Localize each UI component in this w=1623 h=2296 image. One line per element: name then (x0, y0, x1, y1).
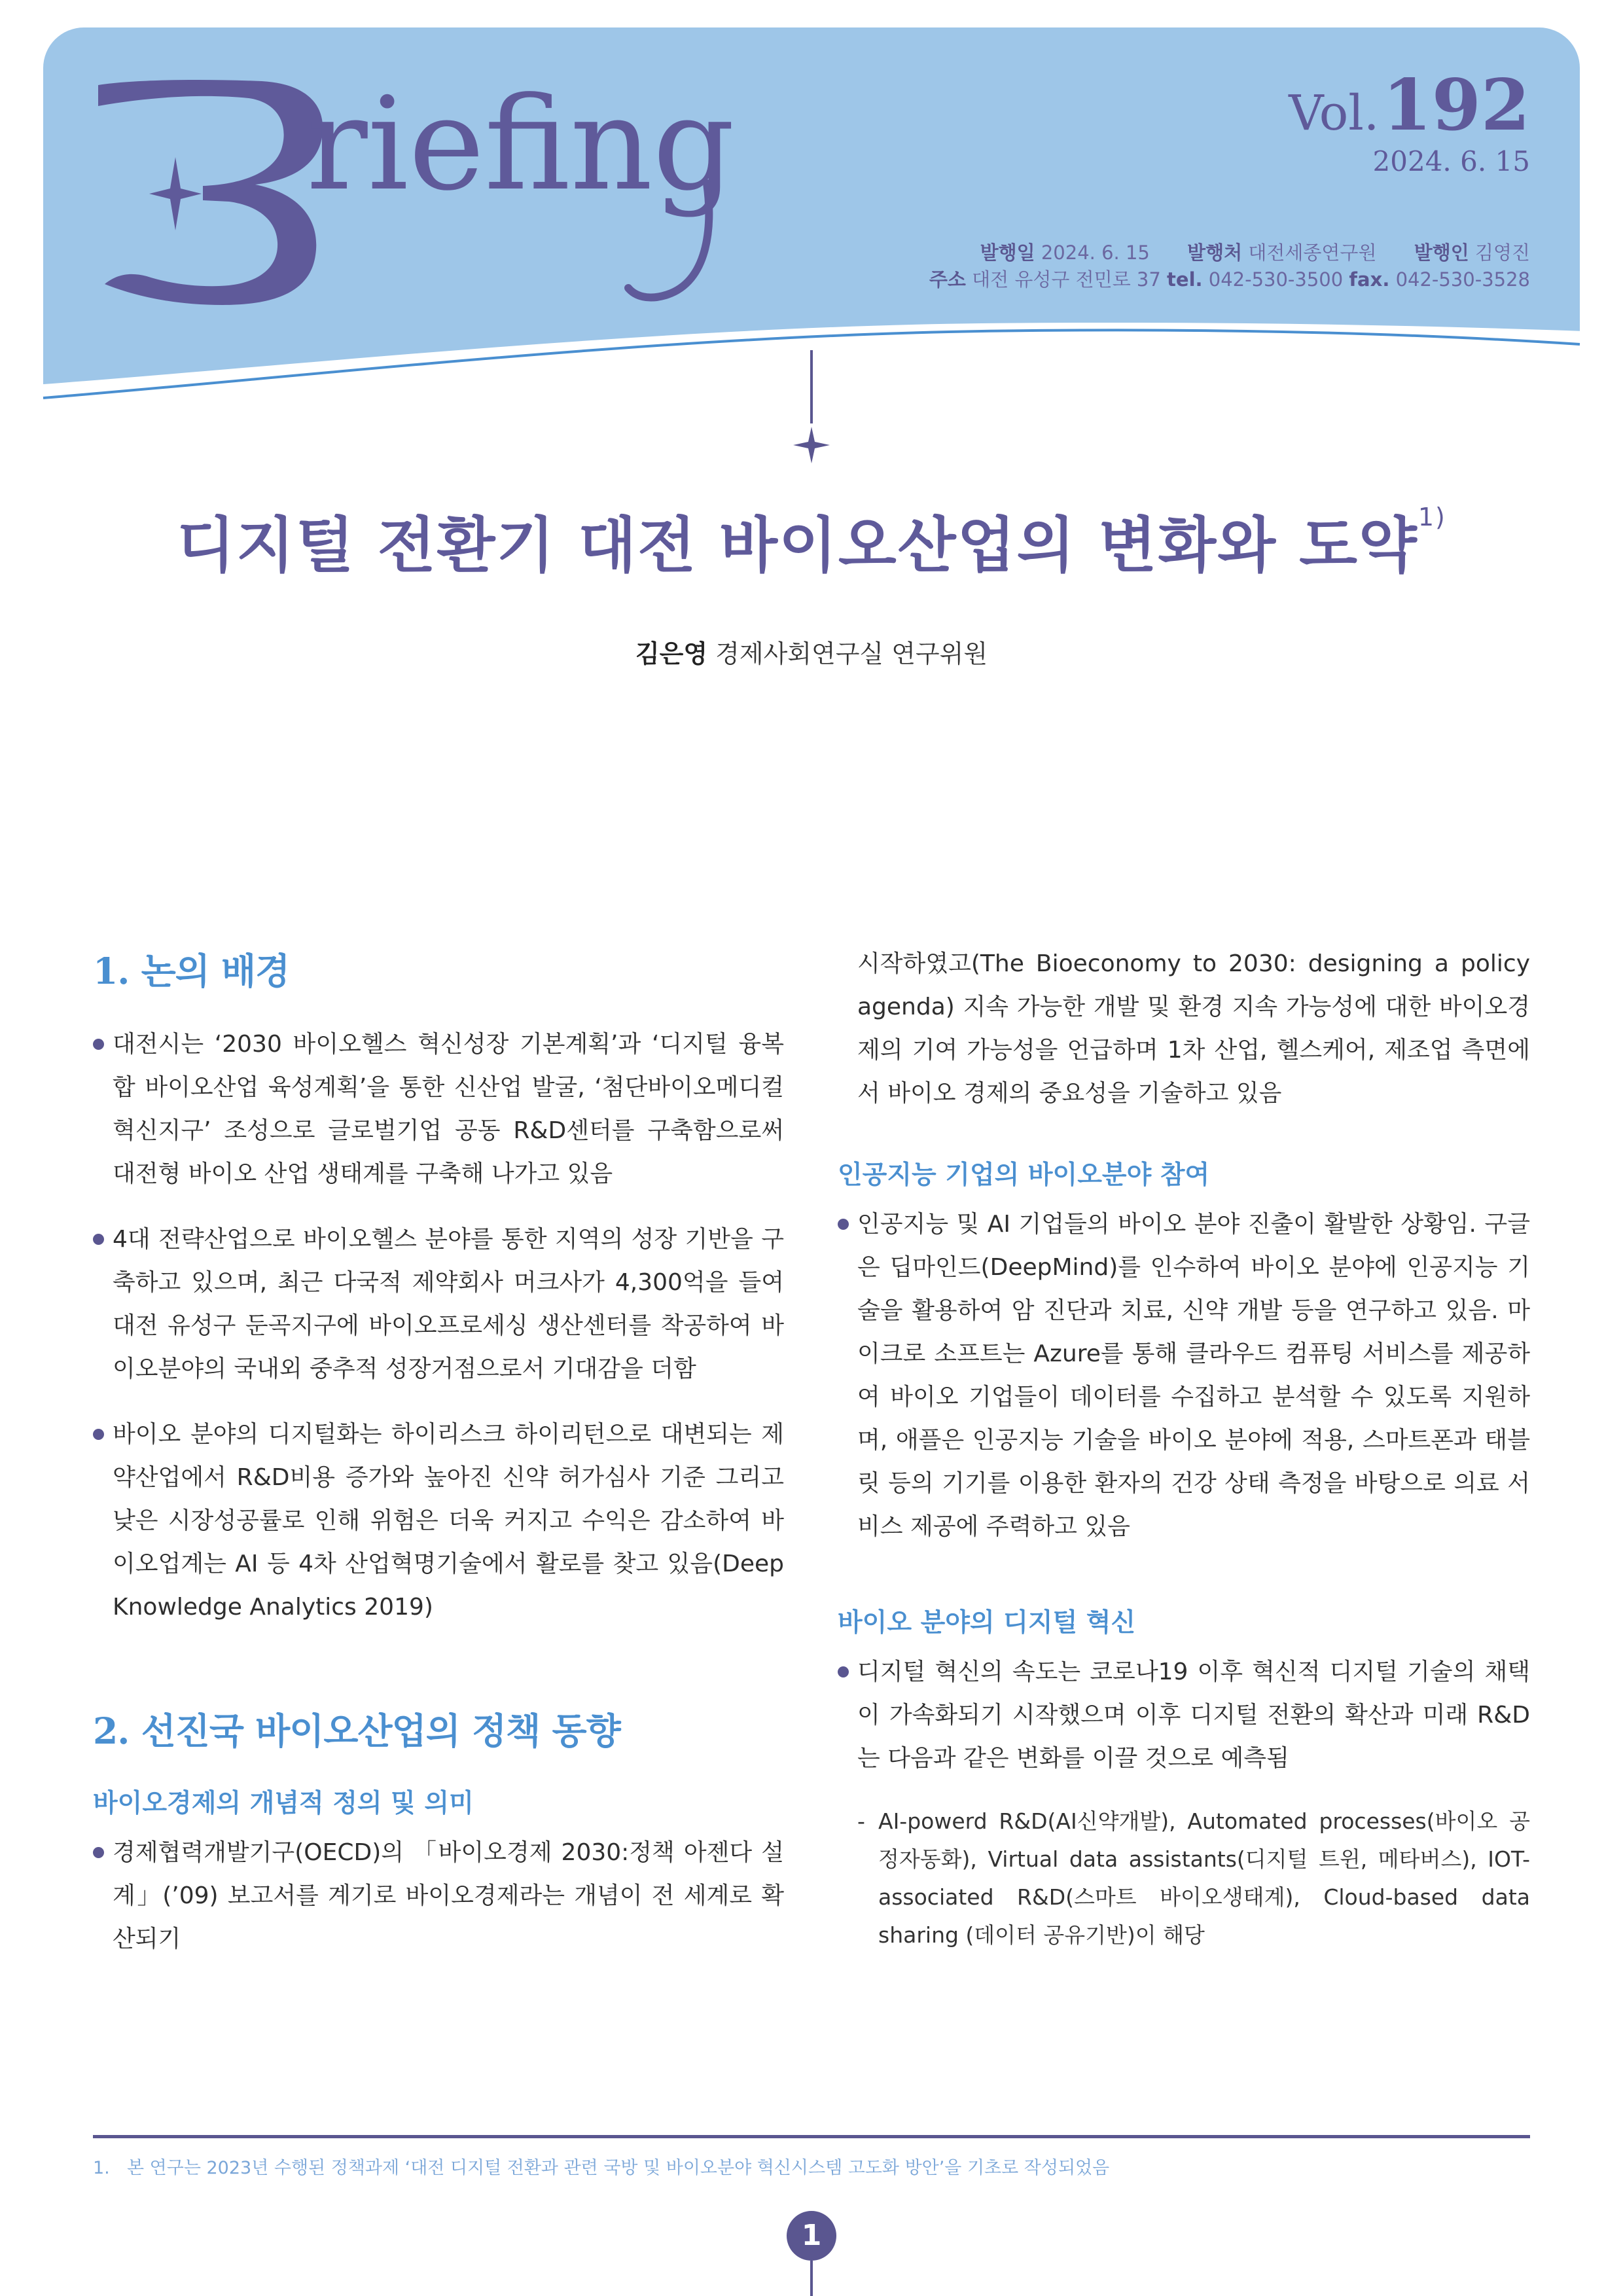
issuer: 김영진 (1474, 242, 1530, 264)
briefing-logo (92, 65, 746, 314)
pub-date-label: 발행일 (980, 242, 1035, 264)
footnote-text: 본 연구는 2023년 수행된 정책과제 ‘대전 디지털 전환과 관련 국방 및 바이오분야 혁신시스템 고도화 방안’을 기초로 작성되었음 (127, 2158, 1110, 2178)
publisher-label: 발행처 (1187, 242, 1243, 264)
tel-label: tel. (1167, 268, 1203, 291)
continued-paragraph: 시작하였고(The Bioeconomy to 2030: designing a policy agenda) 지속 가능한 개발 및 환경 지속 가능성에 대한 바이오경제의 기여 가능성을 언급하며 1차 산업, 헬스케어, 제조업 측면에서 바이오 경제의 중요성을 기술하고 있음 (857, 950, 1530, 1107)
bullet-item: 대전시는 ‘2030 바이오헬스 혁신성장 기본계획’과 ‘디지털 융복합 바이오산업 육성계획’을 통한 신산업 발굴, ‘첨단바이오메디컬 혁신지구’ 조성으로 글로벌기업 공동 R&D센터를 구축함으로써 대전형 바이오 산업 생태계를 구축해 나가고 있음 (93, 1023, 784, 1196)
fax-label: fax. (1349, 268, 1390, 291)
pub-date: 2024. 6. 15 (1041, 242, 1150, 264)
author-name: 김은영 (635, 639, 708, 668)
author-line (0, 634, 1623, 670)
center-divider (810, 350, 813, 423)
bullet-item: 경제협력개발기구(OECD)의 「바이오경제 2030:정책 아젠다 설계」(’09) 보고서를 계기로 바이오경제라는 개념이 전 세계로 확산되기 (93, 1831, 784, 1961)
bullet-item: 인공지능 및 AI 기업들의 바이오 분야 진출이 활발한 상황임. 구글은 딥마인드(DeepMind)를 인수하여 바이오 분야에 인공지능 기술을 활용하여 암 진단과 치료, 신약 개발 등을 연구하고 있음. 마이크로 소프트는 Azure를 통해 클라우드 컴퓨팅 서비스를 제공하여 바이오 기업들이 데이터를 수집하고 분석할 수 있도록 지원하며, 애플은 인공지능 기술을 바이오 분야에 적용, 스마트폰과 태블릿 등의 기기를 이용한 환자의 건강 상태 측정을 바탕으로 의료 서비스 제공에 주력하고 있음 (838, 1203, 1530, 1549)
issue-date: 2024. 6. 15 (1372, 145, 1530, 177)
bullet-item: 디지털 혁신의 속도는 코로나19 이후 혁신적 디지털 기술의 채택이 가속화되기 시작했으며 이후 디지털 전환의 확산과 미래 R&D는 다음과 같은 변화를 이끌 것으로 예측됨 (838, 1651, 1530, 1780)
subheading-ai-companies: 인공지능 기업의 바이오분야 참여 (838, 1160, 1210, 1190)
page-number: 1 (787, 2211, 836, 2261)
footnote (93, 2153, 1109, 2179)
address-label: 주소 (929, 268, 966, 291)
contact-info (929, 265, 1530, 292)
subheading-bioeconomy: 바이오경제의 개념적 정의 및 의미 (93, 1789, 474, 1818)
title-footnote-mark: 1) (1418, 503, 1446, 531)
fax: 042-530-3528 (1395, 268, 1530, 291)
author-affiliation: 경제사회연구실 연구위원 (715, 639, 988, 668)
publisher: 대전세종연구원 (1248, 242, 1377, 264)
bullet-item: 바이오 분야의 디지털화는 하이리스크 하이리턴으로 대변되는 제약산업에서 R&D비용 증가와 높아진 신약 허가심사 기준 그리고 낮은 시장성공률로 인해 위험은 더욱 커지고 수익은 감소하여 바이오업계는 AI 등 4차 산업혁명기술에서 활로를 찾고 있음(Deep Knowledge Analytics 2019) (93, 1413, 784, 1629)
vol-prefix: Vol. (1289, 85, 1380, 141)
page-stem (810, 2261, 813, 2296)
footnote-divider (93, 2135, 1530, 2138)
section-heading-background: 1. 논의 배경 (93, 950, 290, 992)
title-text: 디지털 전환기 대전 바이오산업의 변화와 도약 (177, 511, 1418, 581)
address: 대전 유성구 전민로 37 (972, 268, 1161, 291)
svg-text:riefing: riefing (306, 70, 735, 219)
footnote-number: 1. (93, 2158, 110, 2178)
volume-label (1289, 64, 1530, 147)
vol-number: 192 (1382, 64, 1530, 147)
page-title (0, 497, 1623, 584)
tel: 042-530-3500 (1208, 268, 1344, 291)
left-column (93, 942, 784, 1983)
sparkle-icon (792, 425, 831, 465)
publication-info (980, 238, 1530, 265)
dash-item: - AI-powerd R&D(AI신약개발), Automated processes(바이오 공정자동화), Virtual data assistants(디지털 트윈, 메타버스), IOT-associated R&D(스마트 바이오생태계), Cloud-based data sharing (데이터 공유기반)이 해당 (838, 1803, 1530, 1954)
section-heading-policy: 2. 선진국 바이오산업의 정책 동향 (93, 1710, 620, 1752)
bullet-item: 4대 전략산업으로 바이오헬스 분야를 통한 지역의 성장 기반을 구축하고 있으며, 최근 다국적 제약회사 머크사가 4,300억을 들여 대전 유성구 둔곡지구에 바이오프로세싱 생산센터를 착공하여 바이오분야의 국내외 중추적 성장거점으로서 기대감을 더함 (93, 1218, 784, 1391)
issuer-label: 발행인 (1414, 242, 1469, 264)
subheading-digital-innovation: 바이오 분야의 디지털 혁신 (838, 1608, 1136, 1638)
right-column (838, 942, 1530, 1954)
